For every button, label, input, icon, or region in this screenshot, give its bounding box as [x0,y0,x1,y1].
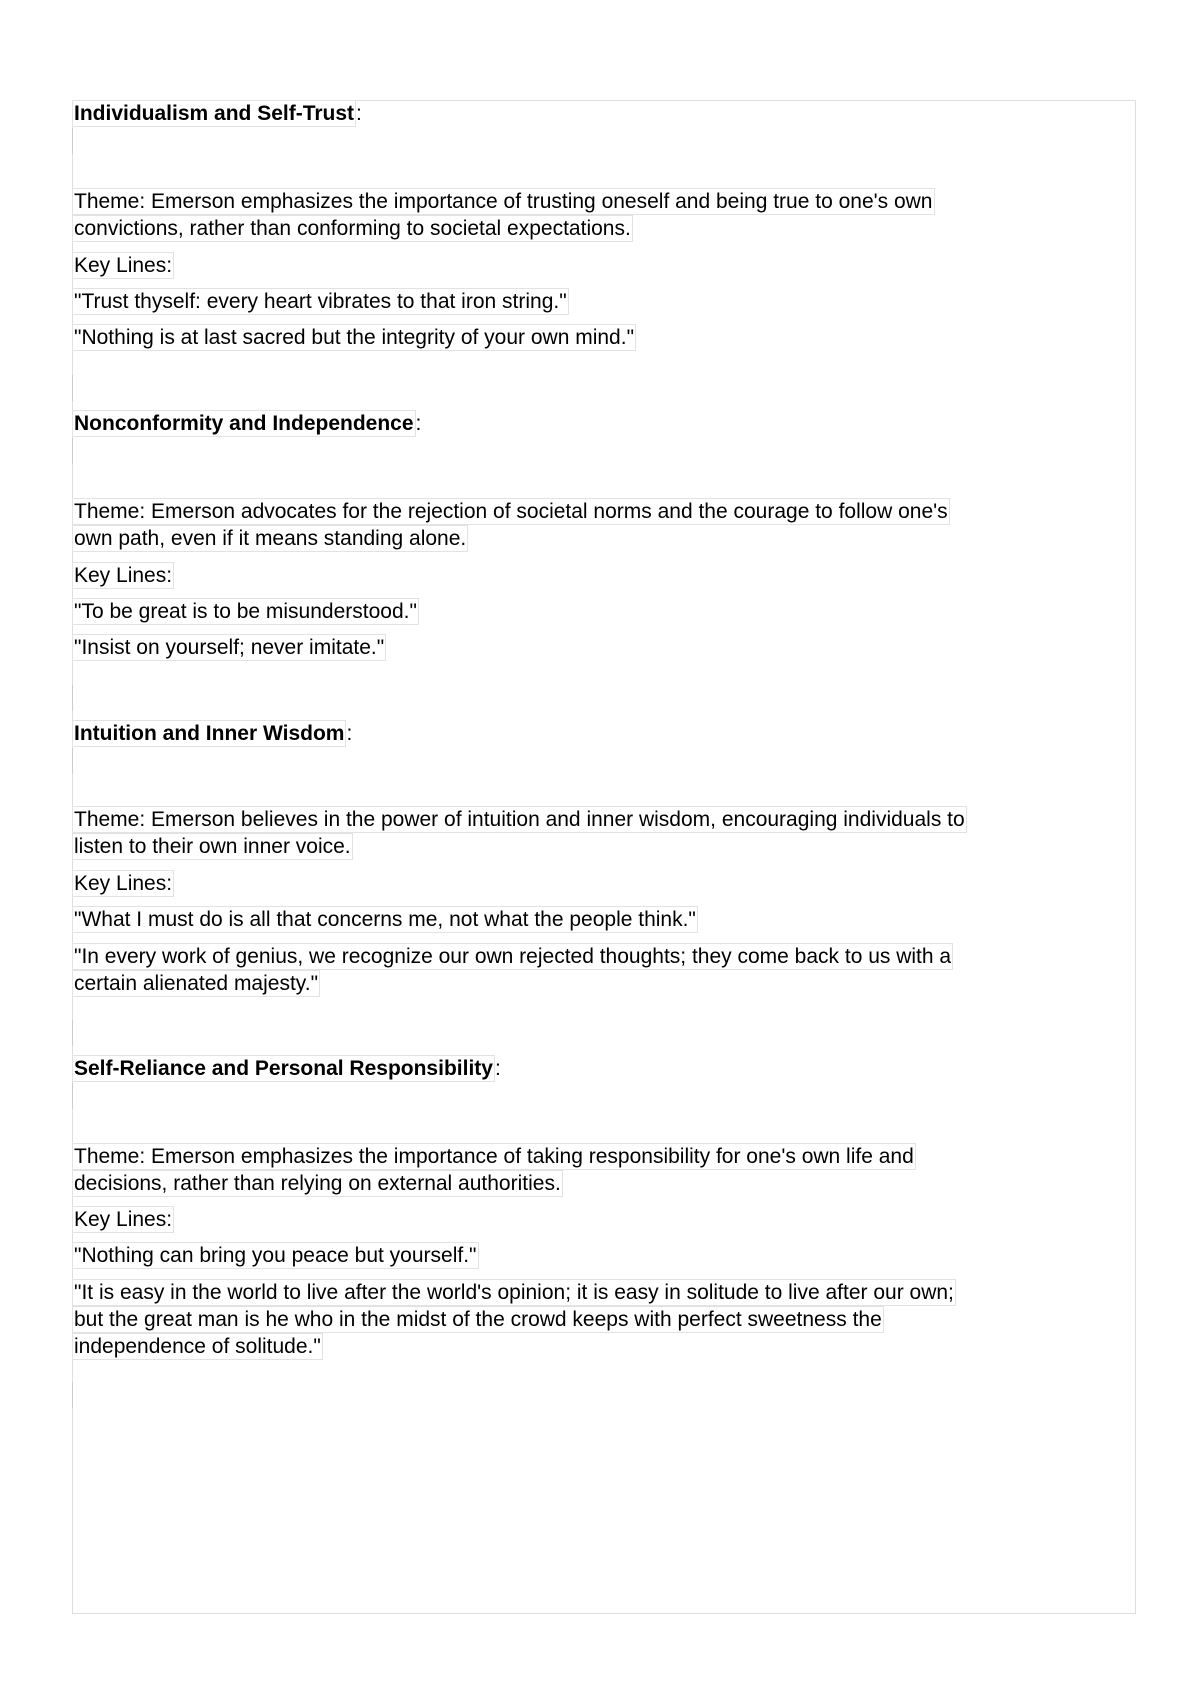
section-heading [72,720,352,747]
key-lines-label-text: Key Lines: [74,254,173,277]
quote [72,634,386,661]
quote-line: certain alienated majesty." [74,972,319,995]
quote-line: "To be great is to be misunderstood." [74,600,417,623]
section-heading [72,1055,501,1082]
theme-line: Theme: Emerson believes in the power of intuition and inner wisdom, encouraging individuals to [74,808,965,831]
key-lines-label [72,252,174,279]
empty-paragraph-marker [72,1382,73,1408]
theme-line: decisions, rather than relying on external authorities. [74,1172,561,1195]
theme-paragraph [72,188,935,242]
quote-line: "In every work of genius, we recognize our own rejected thoughts; they come back to us with a [74,945,952,968]
theme-line: own path, even if it means standing alone. [74,527,467,550]
heading-colon: : [356,102,362,125]
key-lines-label [72,562,174,589]
key-lines-label-text: Key Lines: [74,564,173,587]
theme-paragraph [72,1143,916,1197]
section-heading-text: Self-Reliance and Personal Responsibility [74,1057,493,1080]
heading-colon: : [415,412,422,435]
theme-line: convictions, rather than conforming to societal expectations. [74,217,631,240]
empty-paragraph-marker [72,748,73,774]
key-lines-label-text: Key Lines: [74,1208,173,1231]
quote-line: independence of solitude." [74,1335,321,1358]
theme-line: Theme: Emerson emphasizes the importance of trusting oneself and being true to one's own [74,190,933,213]
quote-line: "It is easy in the world to live after the world's opinion; it is easy in solitude to live after our own; [74,1281,954,1304]
heading-colon: : [494,1057,501,1080]
section-heading-text: Intuition and Inner Wisdom [74,722,345,745]
empty-paragraph-marker [72,1020,73,1046]
empty-paragraph-marker [72,685,73,711]
key-lines-label [72,870,174,897]
quote [72,906,698,933]
key-lines-label [72,1206,174,1233]
quote-line: "Nothing is at last sacred but the integrity of your own mind." [74,326,635,349]
key-lines-label-text: Key Lines: [74,872,173,895]
quote-line: "Insist on yourself; never imitate." [74,636,385,659]
quote [72,1242,479,1269]
empty-paragraph-marker [72,375,73,401]
quote [72,324,636,351]
quote [72,943,953,997]
theme-line: Theme: Emerson emphasizes the importance of taking responsibility for one's own life and [74,1145,914,1168]
section-heading [72,410,421,437]
theme-paragraph [72,498,950,552]
section-heading-text: Nonconformity and Independence [74,412,414,435]
theme-paragraph [72,806,967,860]
quote-line: "Trust thyself: every heart vibrates to that iron string." [74,290,567,313]
heading-colon: : [346,722,353,745]
theme-line: listen to their own inner voice. [74,835,351,858]
empty-paragraph-marker [72,438,73,464]
section-heading [72,100,362,127]
quote-line: but the great man is he who in the midst of the crowd keeps with perfect sweetness the [74,1308,882,1331]
quote [72,598,419,625]
quote [72,1279,956,1360]
empty-paragraph-marker [72,128,73,154]
quote-line: "What I must do is all that concerns me, not what the people think." [74,908,696,931]
theme-line: Theme: Emerson advocates for the rejection of societal norms and the courage to follow one's [74,500,948,523]
section-heading-text: Individualism and Self-Trust [74,102,355,125]
quote [72,288,569,315]
quote-line: "Nothing can bring you peace but yourself." [74,1244,477,1267]
empty-paragraph-marker [72,1083,73,1109]
